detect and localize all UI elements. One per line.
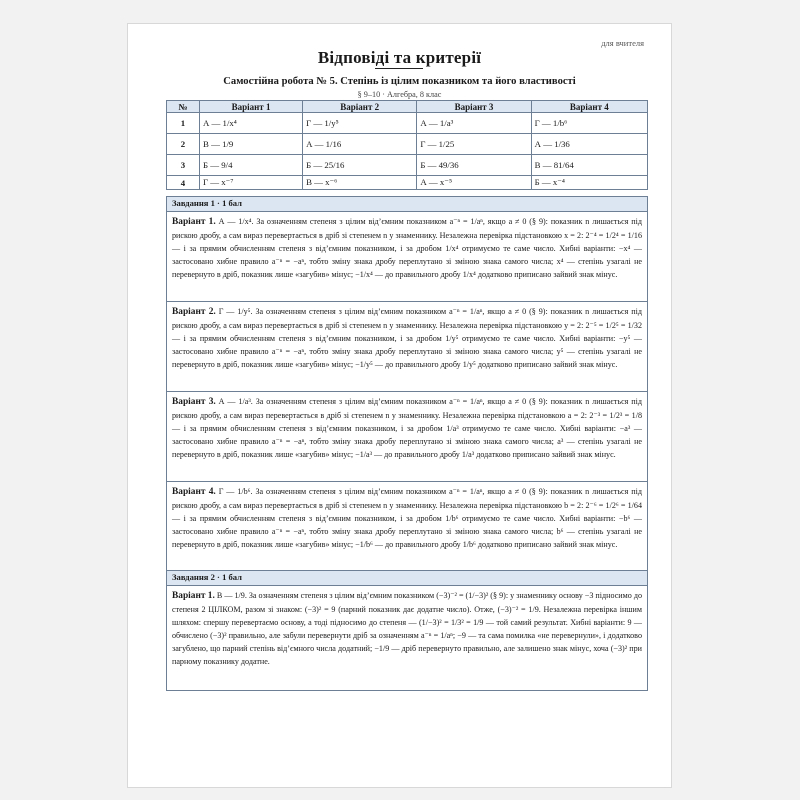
table-row — [167, 155, 648, 176]
variant-explanation: За означенням степеня з цілим від’ємним показником a⁻ⁿ = 1/aⁿ, якщо a ≠ 0 (§ 9): показник n лишається під рискою дробу, а сам вираз перевертається в дріб зі степенем n у знаменнику. Незалежна перевірка підстановкою a = 2: 2⁻³ = 1/2³ = 1/8 — і за прямим обчисленням степеня з від’ємним показником, і за дробом 1/a³ отримуємо те саме число. Хибні варіанти: −a³ — застосовано хибне правило a⁻ⁿ = −aⁿ, тобто зміну знака дробу переплутано зі зміною знака самого числа; a³ — степінь узагалі не перевернуто в дріб, показник лише «загубив» мінус; −1/a³ — до правильного дробу 1/a³ додатково приписано зайвий знак мінус. — [172, 397, 642, 459]
task-1-variant-3: Варіант 3. А — 1/a³. За означенням степеня з цілим від’ємним показником a⁻ⁿ = 1/aⁿ, якщо a ≠ 0 (§ 9): показник n лишається під рискою дробу, а сам вираз перевертається в дріб зі степенем n у знаменнику. Незалежна перевірка підстановкою a = 2: 2⁻³ = 1/2³ = 1/8 — і за прямим обчисленням степеня з від’ємним показником, і за дробом 1/a³ отримуємо те саме число. Хибні варіанти: −a³ — застосовано хибне правило a⁻ⁿ = −aⁿ, тобто зміну знака дробу переплутано зі зміною знака самого числа; a³ — степінь узагалі не перевернуто в дріб, показник лише «загубив» мінус; −1/a³ — до правильного дробу 1/a³ додатково приписано зайвий знак мінус. — [167, 392, 647, 482]
variant-answer: А — 1/a³ — [218, 397, 251, 406]
table-cell: А — 1/a³ — [417, 113, 531, 134]
row-number: 3 — [167, 155, 200, 176]
variant-answer: Г — 1/y⁵ — [218, 307, 251, 316]
variant-explanation: За означенням степеня з цілим від’ємним показником a⁻ⁿ = 1/aⁿ, якщо a ≠ 0 (§ 9): показник n лишається під рискою дробу, а сам вираз перевертається в дріб зі степенем n у знаменнику. Незалежна перевірка підстановкою y = 2: 2⁻⁵ = 1/2⁵ = 1/32 — і за прямим обчисленням степеня з від’ємним показником, і за дробом 1/y⁵ отримуємо те саме число. Хибні варіанти: −y⁵ — застосовано хибне правило a⁻ⁿ = −aⁿ, тобто зміну знака дробу переплутано зі зміною знака самого числа; y⁵ — степінь узагалі не перевернуто в дріб, показник лише «загубив» мінус; −1/y⁵ — до правильного дробу 1/y⁵ додатково приписано зайвий знак мінус. — [172, 307, 643, 369]
table-cell: В — x⁻⁶ — [303, 176, 417, 190]
section-meta: § 9–10 · Алгебра, 8 клас — [357, 90, 442, 99]
variant-lead: Варіант 3. — [172, 397, 216, 407]
task-2-variant-1: Варіант 1. В — 1/9. За означенням степеня з цілим від’ємним показником (−3)⁻² = (1/−3)² (§ 9): у знаменнику основу −3 підносимо до степеня 2 ЦІЛКОМ, разом зі знаком: (−3)² = 9 (парний показник дає додатне число). Отже, (−3)⁻² = 1/9. Незалежна перевірка іншим шляхом: спершу перевертаємо основу, а тоді підносимо до степеня — (1/−3)² = 1/3² = 1/9 — той самий результат. Хибні варіанти: 9 — обчислено (−3)² правильно, але забули перевернути дріб за означенням a⁻ⁿ = 1/aⁿ; −9 — та сама помилка «не перевернули», і додатково загублено, що парний степінь від’ємного числа додатний; −1/9 — дріб перевернуто правильно, але залишено знак мінус, хоча (−3)² при парному показнику додатне. — [172, 591, 642, 666]
table-cell: Б — 49/36 — [417, 155, 531, 176]
table-cell: В — 1/9 — [200, 134, 303, 155]
answer-sheet — [127, 23, 672, 788]
variant-answer: А — 1/x⁴ — [218, 217, 252, 226]
table-row — [167, 176, 648, 190]
row-number: 2 — [167, 134, 200, 155]
table-cell: Б — 25/16 — [303, 155, 417, 176]
answer-table — [166, 100, 648, 190]
variant-lead: Варіант 4. — [172, 487, 216, 497]
table-cell: Г — 1/25 — [417, 134, 531, 155]
table-cell: Г — 1/y⁵ — [303, 113, 417, 134]
task-1-block — [166, 196, 648, 573]
row-number: 4 — [167, 176, 200, 190]
variant-answer: В — 1/9 — [216, 591, 245, 600]
table-cell: А — 1/16 — [303, 134, 417, 155]
task-1-variant-2: Варіант 2. Г — 1/y⁵. За означенням степеня з цілим від’ємним показником a⁻ⁿ = 1/aⁿ, якщо a ≠ 0 (§ 9): показник n лишається під рискою дробу, а сам вираз перевертається в дріб зі степенем n у знаменнику. Незалежна перевірка підстановкою y = 2: 2⁻⁵ = 1/2⁵ = 1/32 — і за прямим обчисленням степеня з від’ємним показником, і за дробом 1/y⁵ отримуємо те саме число. Хибні варіанти: −y⁵ — застосовано хибне правило a⁻ⁿ = −aⁿ, тобто зміну знака дробу переплутано зі зміною знака самого числа; y⁵ — степінь узагалі не перевернуто в дріб, показник лише «загубив» мінус; −1/y⁵ — до правильного дробу 1/y⁵ додатково приписано зайвий знак мінус. — [167, 302, 647, 392]
variant-lead: Варіант 2. — [172, 307, 216, 317]
table-row — [167, 113, 648, 134]
task-1-header: Завдання 1 · 1 бал — [167, 197, 647, 212]
title-underline — [375, 68, 423, 69]
variant-lead: Варіант 1. — [172, 591, 215, 601]
col-header: Варіант 2 — [303, 101, 417, 113]
col-header: Варіант 1 — [200, 101, 303, 113]
teacher-label: для вчителя — [601, 38, 644, 48]
page-title: Відповіді та критерії — [317, 48, 482, 67]
col-header: Варіант 3 — [417, 101, 531, 113]
variant-lead: Варіант 1. — [172, 217, 216, 227]
table-cell: А — 1/36 — [531, 134, 647, 155]
col-header: Варіант 4 — [531, 101, 647, 113]
task-2-block — [166, 570, 648, 691]
task-1-variant-1: Варіант 1. А — 1/x⁴. За означенням степеня з цілим від’ємним показником a⁻ⁿ = 1/aⁿ, якщо a ≠ 0 (§ 9): показник n лишається під рискою дробу, а сам вираз перевертається в дріб зі степенем n у знаменнику. Незалежна перевірка підстановкою x = 2: 2⁻⁴ = 1/2⁴ = 1/16 — і за прямим обчисленням степеня з від’ємним показником, і за дробом 1/x⁴ отримуємо те саме число. Хибні варіанти: −x⁴ — застосовано хибне правило a⁻ⁿ = −aⁿ, тобто зміну знака дробу переплутано зі зміною знака самого числа; x⁴ — степінь узагалі не перевернуто в дріб, показник лише «загубив» мінус; −1/x⁴ — до правильного дробу 1/x⁴ додатково приписано зайвий знак мінус. — [167, 212, 647, 302]
task-1-variant-4: Варіант 4. Г — 1/b⁶. За означенням степеня з цілим від’ємним показником a⁻ⁿ = 1/aⁿ, якщо a ≠ 0 (§ 9): показник n лишається під рискою дробу, а сам вираз перевертається в дріб зі степенем n у знаменнику. Незалежна перевірка підстановкою b = 2: 2⁻⁶ = 1/2⁶ = 1/64 — і за прямим обчисленням степеня з від’ємним показником, і за дробом 1/b⁶ отримуємо те саме число. Хибні варіанти: −b⁶ — застосовано хибне правило a⁻ⁿ = −aⁿ, тобто зміну знака дробу переплутано зі зміною знака самого числа; b⁶ — степінь узагалі не перевернуто в дріб, показник лише «загубив» мінус; −1/b⁶ — до правильного дробу 1/b⁶ додатково приписано зайвий знак мінус. — [172, 487, 643, 549]
variant-answer: Г — 1/b⁶ — [218, 487, 251, 496]
page-subtitle: Самостійна робота № 5. Степінь із цілим показником та його властивості — [223, 76, 576, 87]
variant-explanation: За означенням степеня з цілим від’ємним показником a⁻ⁿ = 1/aⁿ, якщо a ≠ 0 (§ 9): показник n лишається під рискою дробу, а сам вираз перевертається в дріб зі степенем n у знаменнику. Незалежна перевірка підстановкою b = 2: 2⁻⁶ = 1/2⁶ = 1/64 — і за прямим обчисленням степеня з від’ємним показником, і за дробом 1/b⁶ отримуємо те саме число. Хибні варіанти: −b⁶ — застосовано хибне правило a⁻ⁿ = −aⁿ, тобто зміну знака дробу переплутано зі зміною знака самого числа; b⁶ — степінь узагалі не перевернуто в дріб, показник лише «загубив» мінус; −1/b⁶ — до правильного дробу 1/b⁶ додатково приписано зайвий знак мінус. — [172, 487, 643, 549]
table-cell: Г — 1/b⁶ — [531, 113, 647, 134]
col-header: № — [167, 101, 200, 113]
task-2-header: Завдання 2 · 1 бал — [167, 571, 647, 586]
table-cell: Б — 9/4 — [200, 155, 303, 176]
table-cell: Б — x⁻⁴ — [531, 176, 647, 190]
table-row — [167, 134, 648, 155]
variant-explanation: За означенням степеня з цілим від’ємним показником a⁻ⁿ = 1/aⁿ, якщо a ≠ 0 (§ 9): показник n лишається під рискою дробу, а сам вираз перевертається в дріб зі степенем n у знаменнику. Незалежна перевірка підстановкою x = 2: 2⁻⁴ = 1/2⁴ = 1/16 — і за прямим обчисленням степеня з від’ємним показником, і за дробом 1/x⁴ отримуємо те саме число. Хибні варіанти: −x⁴ — застосовано хибне правило a⁻ⁿ = −aⁿ, тобто зміну знака дробу переплутано зі зміною знака самого числа; x⁴ — степінь узагалі не перевернуто в дріб, показник лише «загубив» мінус; −1/x⁴ — до правильного дробу 1/x⁴ додатково приписано зайвий знак мінус. — [172, 217, 643, 279]
table-cell: Г — x⁻⁷ — [200, 176, 303, 190]
row-number: 1 — [167, 113, 200, 134]
variant-explanation: За означенням степеня з цілим від’ємним показником (−3)⁻² = (1/−3)² (§ 9): у знаменнику основу −3 підносимо до степеня 2 ЦІЛКОМ, разом зі знаком: (−3)² = 9 (парний показник дає додатне число). Отже, (−3)⁻² = 1/9. Незалежна перевірка іншим шляхом: спершу перевертаємо основу, а тоді підносимо до степеня — (1/−3)² = 1/3² = 1/9 — той самий результат. Хибні варіанти: 9 — обчислено (−3)² правильно, але забули перевернути дріб за означенням a⁻ⁿ = 1/aⁿ; −9 — та сама помилка «не перевернули», і додатково загублено, що парний степінь від’ємного числа додатний; −1/9 — дріб перевернуто правильно, але залишено знак мінус, хоча (−3)² при парному показнику додатне. — [172, 591, 642, 666]
table-header-row — [167, 101, 648, 113]
table-cell: А — x⁻⁵ — [417, 176, 531, 190]
table-cell: В — 81/64 — [531, 155, 647, 176]
table-cell: А — 1/x⁴ — [200, 113, 303, 134]
